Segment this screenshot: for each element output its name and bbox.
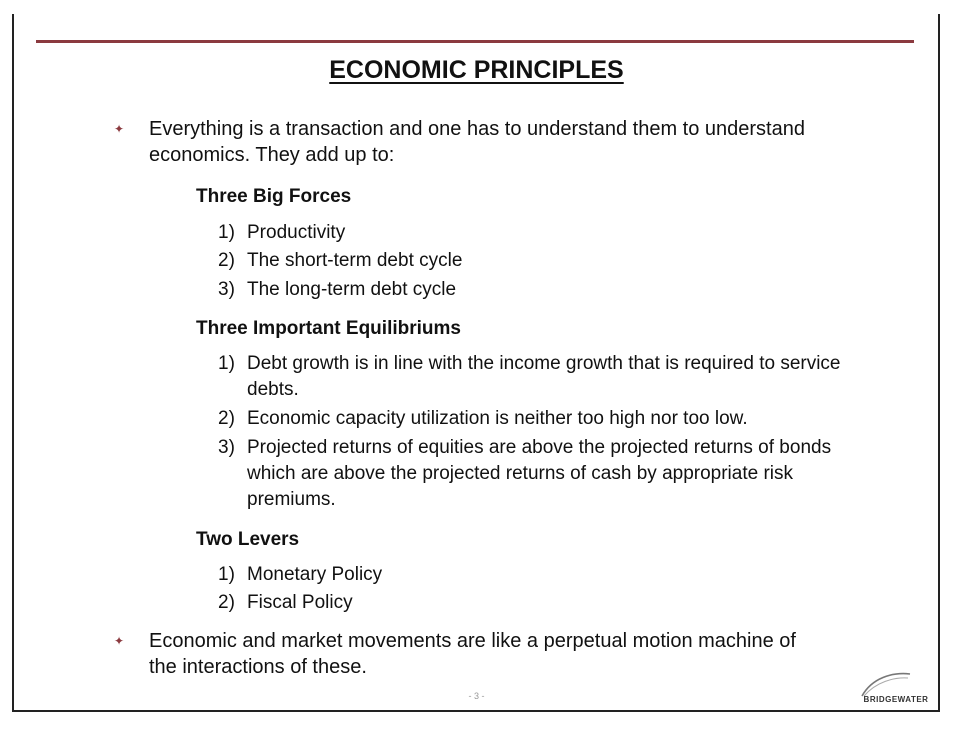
title-divider [36,40,914,43]
page-number: - 3 - [468,691,485,701]
list-item-text: Debt growth is in line with the income growth that is required to service debts. [247,353,841,400]
bullet-diamond-icon: ✦ [114,634,125,648]
slide-border-right [938,14,940,712]
bullet-text: Everything is a transaction and one has to understand them to understand economics. They add up to: [149,118,805,166]
list-item-text: The short-term debt cycle [247,250,463,271]
list-item-text: The long-term debt cycle [247,279,457,300]
section-heading-levers: Two Levers [196,529,300,550]
list-item-text: Economic capacity utilization is neither too high nor too low. [247,408,748,429]
list-item-number: 1) [218,564,235,585]
slide-title [0,56,953,85]
bridgewater-swoosh-icon [858,668,934,698]
list-item-number: 1) [218,222,235,243]
section-heading-forces: Three Big Forces [196,186,352,207]
list-item-number: 1) [218,353,235,374]
list-item-number: 2) [218,592,235,613]
section-heading-equilibriums: Three Important Equilibriums [196,318,461,339]
bullet-text: Economic and market movements are like a perpetual motion machine of the interactions of these. [149,630,796,678]
list-item-text: Monetary Policy [247,564,383,585]
list-item-number: 3) [218,279,235,300]
list-item-number: 2) [218,408,235,429]
list-item-text: Productivity [247,222,346,243]
slide-title-text: ECONOMIC PRINCIPLES [329,56,624,84]
bullet-diamond-icon: ✦ [114,122,125,136]
list-item-number: 2) [218,250,235,271]
list-item-number: 3) [218,437,235,458]
list-item-text: Projected returns of equities are above the projected returns of bonds which are above the projected returns of cash by appropriate risk premiums. [247,437,832,510]
slide-border-left [12,14,14,712]
slide-border-bottom [12,710,940,712]
bridgewater-logo [858,668,934,708]
list-item-text: Fiscal Policy [247,592,353,613]
logo-text: BRIDGEWATER [863,695,929,704]
